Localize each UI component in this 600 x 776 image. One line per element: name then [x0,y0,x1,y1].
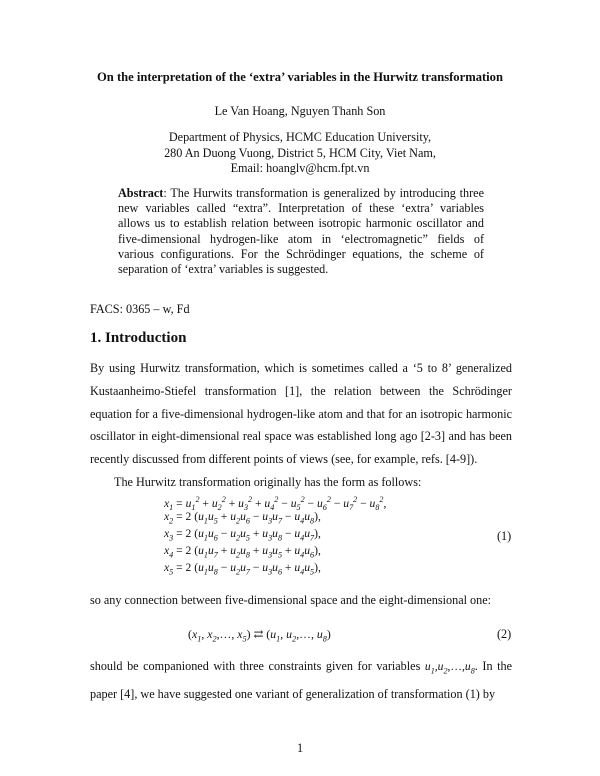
intro-paragraph-1: By using Hurwitz transformation, which is sometimes called a ‘5 to 8’ generalized Kustaanheimo-Stiefel transformation [1], the relation between the Schrödinger equation for a five-dimensional hydrogen-like atom and that for an isotropic harmonic oscillator in eight-dimensional real space was established long ago [2-3] and has been recently discussed from different points of views (see, for example, refs. [4-9]). [90,361,512,467]
paper-title: On the interpretation of the ‘extra’ variables in the Hurwitz transformation [97,70,503,84]
text-after-equation-1: so any connection between five-dimensional space and the eight-dimensional one: [90,593,492,607]
section-heading-introduction: 1. Introduction [90,330,187,346]
email-line: Email: hoanglv@hcm.fpt.vn [230,161,370,176]
equation-1-line-5: $x_5 = 2$ $(u_1u_8 - u_2u_7 - u_3u_6 + u_4u_5)$, [164,561,321,577]
affiliation-line-2: 280 An Duong Vuong, District 5, HCM City, Viet Nam, [164,145,436,160]
abstract [118,186,484,277]
equation-1-line-2: $x_2 = 2$ $(u_1u_5 + u_2u_6 - u_3u_7 - u_4u_8)$, [164,510,321,526]
abstract-text: : The Hurwits transformation is generalized by introducing three new variables called “extra”. Interpretation of these ‘extra’ variables allows us to establish relation between isotropic harmonic oscillator and five-dimensional hydrogen-like atom in ‘electromagnetic” fields of various configurations. For the Schrödinger equations, the scheme of separation of ‘extra’ variables is suggested. [118,186,484,277]
inline-variables: $u_1,u_2,\dots,u_8$ [424,660,475,676]
affiliation-line-1: Department of Physics, HCMC Education University, [168,130,432,144]
authors: Le Van Hoang, Nguyen Thanh Son [214,104,386,118]
equation-2-number: (2) [497,627,512,641]
introduction-body [90,357,512,494]
equation-1-line-1: $x_1 = u_1^2 + u_2^2 + u_3^2 + u_4^2 - u_5^2 - u_6^2 - u_7^2 - u_8^2$, [164,495,387,513]
equation-1-line-3: $x_3 = 2$ $(u_1u_6 - u_2u_5 + u_3u_8 - u_4u_7)$, [164,527,321,543]
final-text-a: should be companioned with three constraints given for variables [90,659,421,673]
abstract-label: Abstract [118,186,164,200]
equation-1 [164,491,386,576]
equation-1-number: (1) [497,529,512,543]
page-number: 1 [296,741,304,755]
equation-1-line-4: $x_4 = 2$ $(u_1u_7 + u_2u_8 + u_3u_5 + u_4u_6)$, [164,544,321,560]
facs-code: FACS: 0365 – w, Fd [90,302,190,316]
final-text-b: . In the paper [4], we have suggested one variant of generalization of transformation (1) by [90,659,513,702]
equation-2: ($x_1$, $x_2,\dots$, $x_5$) ⇄ ($u_1$, $u_2,\dots$, $u_8$) [188,627,331,644]
affiliation [0,130,600,177]
intro-paragraph-2: The Hurwitz transformation originally has the form as follows: [114,474,422,489]
final-paragraph [90,655,512,706]
